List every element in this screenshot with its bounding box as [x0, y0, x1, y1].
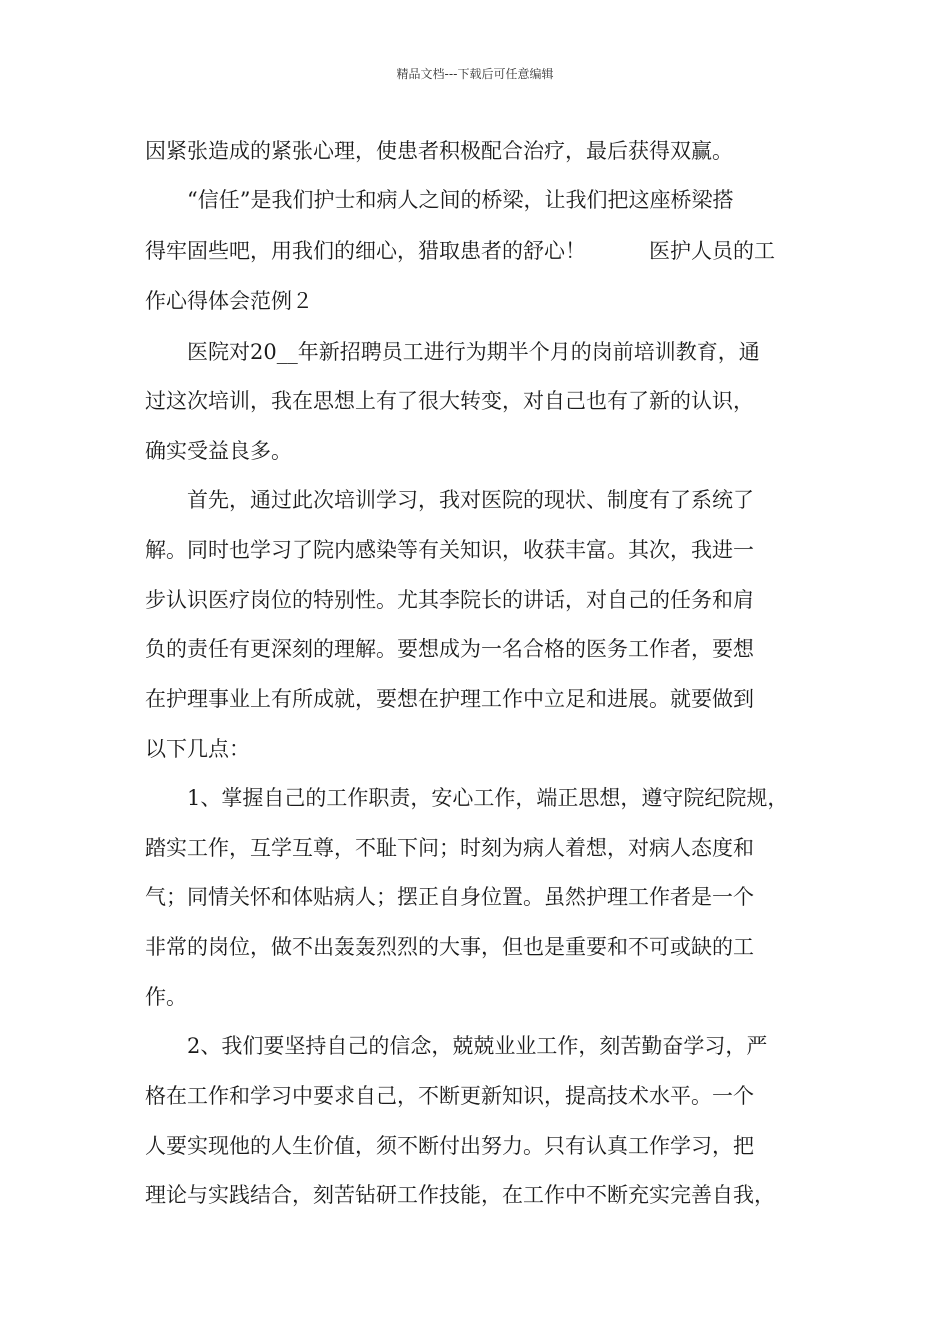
- text-line: 确实受益良多。: [145, 439, 292, 463]
- text-line: 过这次培训，我在思想上有了很大转变，对自己也有了新的认识，: [145, 389, 754, 413]
- text-line: 踏实工作，互学互尊，不耻下问；时刻为病人着想，对病人态度和: [145, 836, 754, 860]
- text-line: 负的责任有更深刻的理解。要想成为一名合格的医务工作者，要想: [145, 637, 754, 661]
- text-line: 以下几点：: [145, 737, 250, 761]
- text-line: 2、我们要坚持自己的信念，兢兢业业工作，刻苦勤奋学习，严: [145, 1034, 768, 1058]
- text-line: 格在工作和学习中要求自己，不断更新知识，提高技术水平。一个: [145, 1084, 754, 1108]
- text-line: “信任”是我们护士和病人之间的桥梁，让我们把这座桥梁搭: [145, 188, 734, 212]
- text-line: 医院对20__年新招聘员工进行为期半个月的岗前培训教育，通: [145, 340, 760, 364]
- text-line: 作心得体会范例２: [145, 289, 313, 313]
- text-line: 作。: [145, 985, 187, 1009]
- text-line: 非常的岗位，做不出轰轰烈烈的大事，但也是重要和不可或缺的工: [145, 935, 754, 959]
- text-line: 在护理事业上有所成就，要想在护理工作中立足和进展。就要做到: [145, 687, 754, 711]
- text-line: 步认识医疗岗位的特别性。尤其李院长的讲话，对自己的任务和肩: [145, 588, 754, 612]
- text-line: 人要实现他的人生价值，须不断付出努力。只有认真工作学习，把: [145, 1134, 754, 1158]
- text-line: 得牢固些吧，用我们的细心，猎取患者的舒心！ 医护人员的工: [145, 239, 775, 263]
- text-line: 1、掌握自己的工作职责，安心工作，端正思想，遵守院纪院规，: [145, 786, 789, 810]
- text-line: 解。同时也学习了院内感染等有关知识，收获丰富。其次，我进一: [145, 538, 754, 562]
- text-line: 首先，通过此次培训学习，我对医院的现状、制度有了系统了: [145, 488, 754, 512]
- text-line: 理论与实践结合，刻苦钻研工作技能，在工作中不断充实完善自我，: [145, 1183, 775, 1207]
- page-header: 精品文档---下载后可任意编辑: [396, 67, 554, 81]
- text-line: 因紧张造成的紧张心理，使患者积极配合治疗，最后获得双赢。: [145, 139, 733, 163]
- text-line: 气；同情关怀和体贴病人；摆正自身位置。虽然护理工作者是一个: [145, 885, 754, 909]
